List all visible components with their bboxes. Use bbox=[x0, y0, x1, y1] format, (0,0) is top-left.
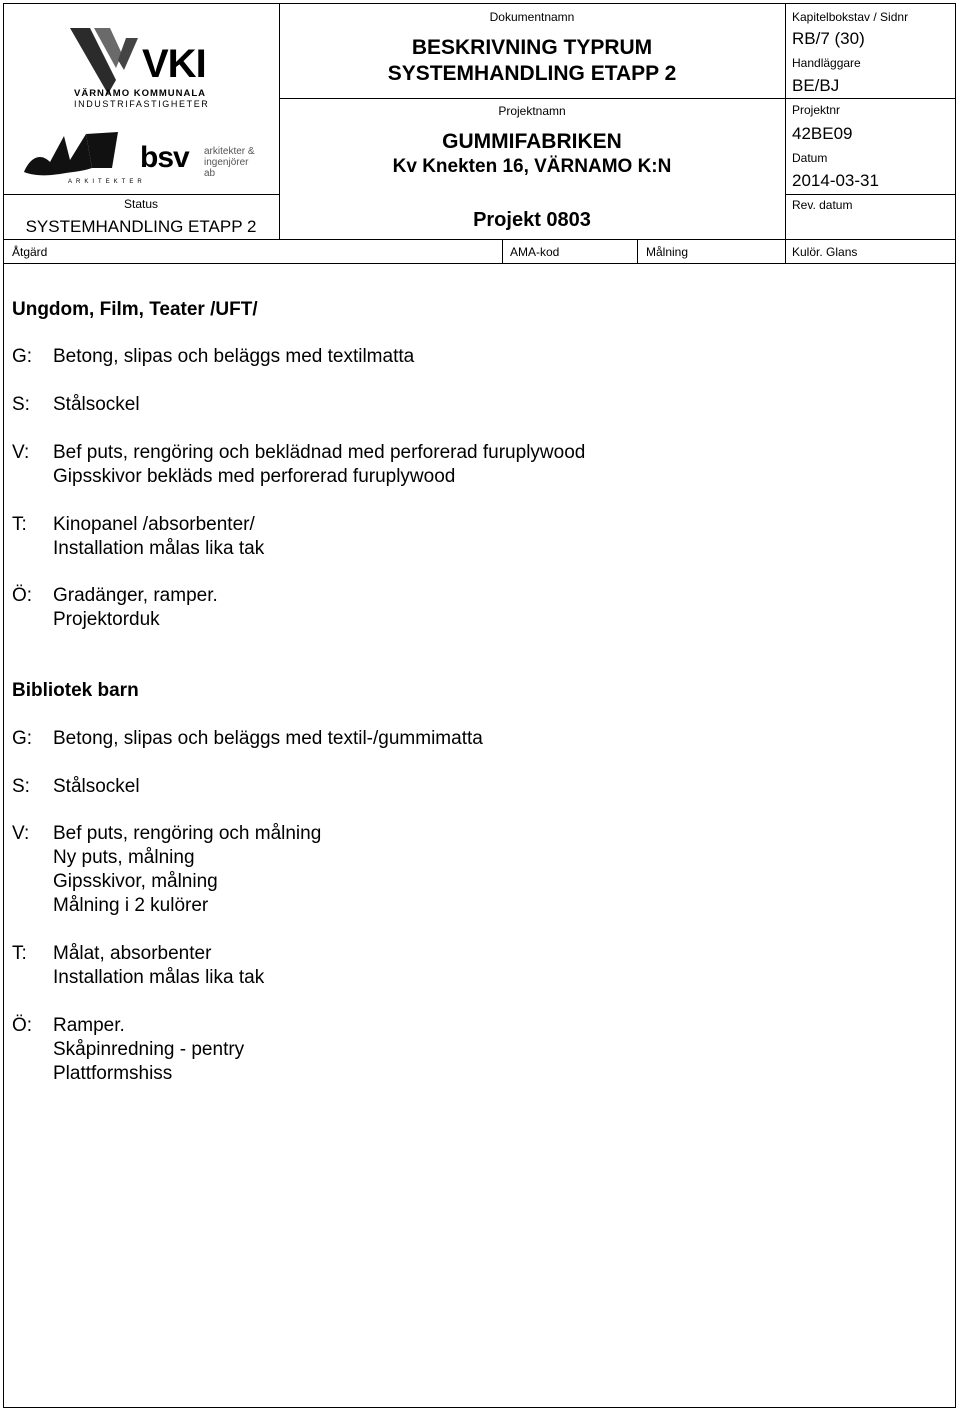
grid-divider bbox=[3, 194, 279, 195]
item-description bbox=[53, 942, 264, 990]
item-code: T: bbox=[12, 943, 27, 964]
item-code: T: bbox=[12, 514, 27, 535]
datum-label: Datum bbox=[792, 151, 828, 165]
item-line: Ramper. bbox=[53, 1015, 125, 1036]
grid-divider bbox=[785, 3, 786, 239]
item-code: S: bbox=[12, 776, 30, 797]
bsv-line2: ingenjörer ab bbox=[204, 157, 249, 179]
datum-value: 2014-03-31 bbox=[792, 171, 879, 190]
kapitel-value: RB/7 (30) bbox=[792, 29, 865, 48]
projektnamn-line1: GUMMIFABRIKEN bbox=[442, 130, 622, 153]
col-kulor-glans: Kulör. Glans bbox=[792, 245, 858, 259]
item-description bbox=[53, 513, 264, 561]
bsv-mark: bsv bbox=[140, 141, 189, 174]
item-description bbox=[53, 441, 585, 489]
item-code: Ö: bbox=[12, 1015, 33, 1036]
item-description bbox=[53, 1014, 244, 1086]
item-line: Installation målas lika tak bbox=[53, 538, 265, 559]
item-line: Plattformshiss bbox=[53, 1063, 173, 1084]
item-line: Målning i 2 kulörer bbox=[53, 895, 209, 916]
grid-divider bbox=[279, 98, 785, 99]
revdatum-label: Rev. datum bbox=[792, 198, 853, 212]
section-title: Ungdom, Film, Teater /UFT/ bbox=[12, 299, 258, 320]
item-line: Målat, absorbenter bbox=[53, 943, 212, 964]
item-code: S: bbox=[12, 394, 30, 415]
item-line: Installation målas lika tak bbox=[53, 967, 265, 988]
item-line: Betong, slipas och beläggs med textil-/gummimatta bbox=[53, 728, 483, 749]
bsv-line1: arkitekter & bbox=[204, 146, 255, 157]
grid-divider bbox=[502, 239, 503, 263]
projektnr-value: 42BE09 bbox=[792, 124, 853, 143]
item-line: Gradänger, ramper. bbox=[53, 585, 218, 606]
vki-line2: INDUSTRIFASTIGHETER bbox=[74, 99, 210, 109]
projekt-number: Projekt 0803 bbox=[473, 209, 591, 231]
item-line: Ny puts, målning bbox=[53, 847, 195, 868]
item-description bbox=[53, 345, 414, 369]
item-code: Ö: bbox=[12, 585, 33, 606]
item-line: Gipsskivor, målning bbox=[53, 871, 218, 892]
item-description bbox=[53, 584, 218, 632]
item-line: Betong, slipas och beläggs med textilmatta bbox=[53, 346, 415, 367]
item-line: Kinopanel /absorbenter/ bbox=[53, 514, 255, 535]
vki-letters: VKI bbox=[142, 42, 206, 86]
handlaggare-value: BE/BJ bbox=[792, 76, 840, 95]
projektnr-label: Projektnr bbox=[792, 103, 841, 117]
item-line: Projektorduk bbox=[53, 609, 160, 630]
vki-line1: VÄRNAMO KOMMUNALA bbox=[74, 88, 207, 99]
item-description bbox=[53, 393, 140, 417]
vki-logo bbox=[60, 24, 220, 110]
item-description bbox=[53, 822, 321, 918]
item-code: V: bbox=[12, 442, 30, 463]
item-line: Stålsockel bbox=[53, 776, 140, 797]
projektnamn-label: Projektnamn bbox=[498, 104, 566, 118]
grid-divider bbox=[637, 239, 638, 263]
col-atgard: Åtgärd bbox=[12, 245, 48, 259]
item-line: Gipsskivor bekläds med perforerad furuplywood bbox=[53, 466, 456, 487]
item-line: Skåpinredning - pentry bbox=[53, 1039, 245, 1060]
grid-divider bbox=[3, 263, 956, 264]
item-description bbox=[53, 727, 483, 751]
mm-logo-mark bbox=[20, 128, 138, 178]
dokumentnamn-line2: SYSTEMHANDLING ETAPP 2 bbox=[387, 62, 677, 85]
item-line: Bef puts, rengöring och målning bbox=[53, 823, 322, 844]
item-code: G: bbox=[12, 346, 33, 367]
section-title: Bibliotek barn bbox=[12, 680, 139, 701]
col-ama-kod: AMA-kod bbox=[510, 245, 560, 259]
grid-divider bbox=[785, 239, 786, 263]
item-code: V: bbox=[12, 823, 30, 844]
item-description bbox=[53, 775, 140, 799]
dokumentnamn-label: Dokumentnamn bbox=[489, 10, 575, 24]
grid-divider bbox=[3, 239, 956, 240]
projektnamn-line2: Kv Knekten 16, VÄRNAMO K:N bbox=[392, 156, 672, 177]
bsv-logo bbox=[20, 128, 260, 188]
dokumentnamn-line1: BESKRIVNING TYPRUM bbox=[411, 36, 653, 59]
item-code: G: bbox=[12, 728, 33, 749]
item-line: Bef puts, rengöring och beklädnad med perforerad furuplywood bbox=[53, 442, 586, 463]
kapitel-label: Kapitelbokstav / Sidnr bbox=[792, 10, 909, 24]
item-line: Stålsockel bbox=[53, 394, 140, 415]
status-label: Status bbox=[123, 197, 159, 211]
grid-divider bbox=[785, 98, 956, 99]
status-value: SYSTEMHANDLING ETAPP 2 bbox=[25, 217, 257, 236]
handlaggare-label: Handläggare bbox=[792, 56, 861, 70]
bsv-sub: ARKITEKTER bbox=[68, 179, 146, 185]
col-malning: Målning bbox=[646, 245, 689, 259]
grid-divider bbox=[785, 194, 956, 195]
